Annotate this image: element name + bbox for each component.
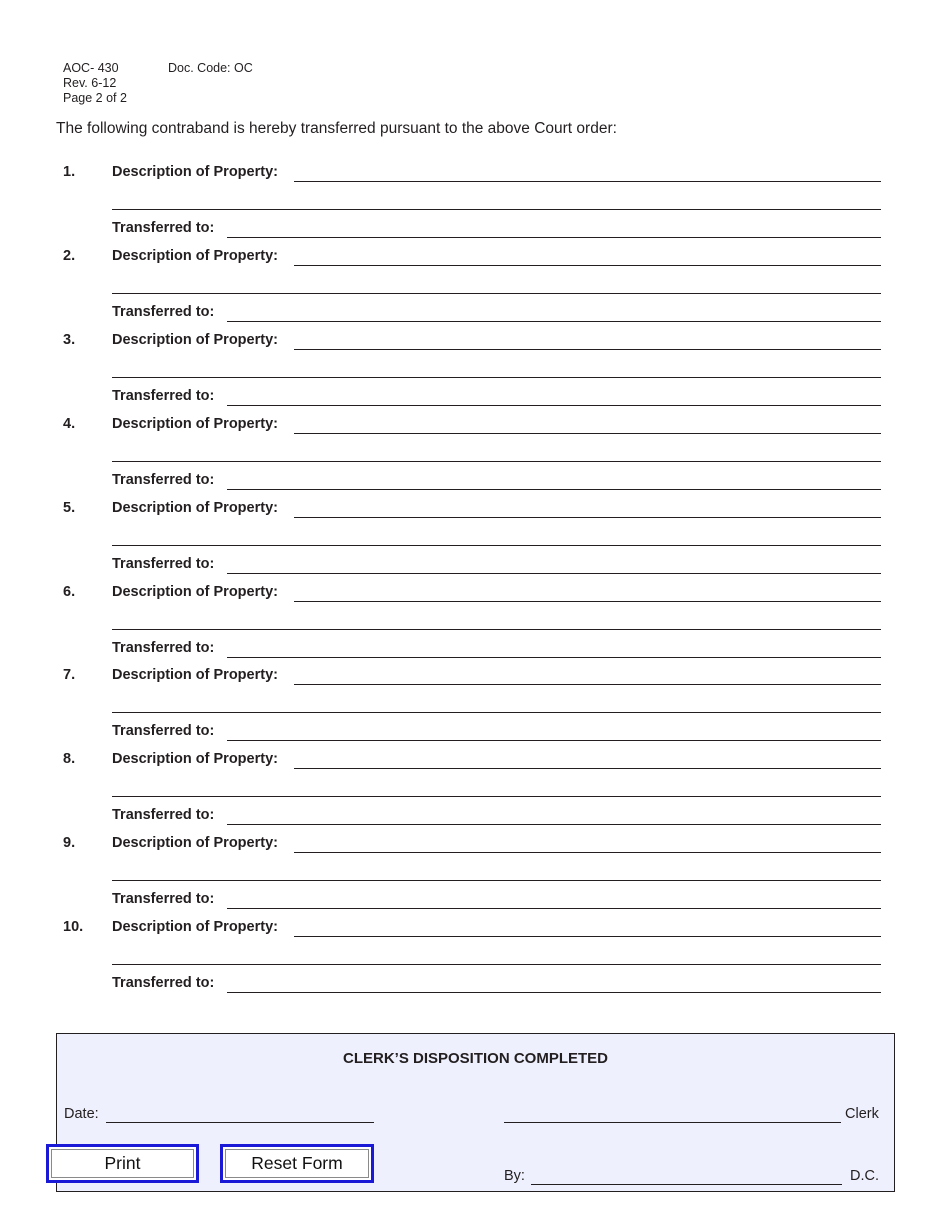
transferred-to-field[interactable] bbox=[227, 573, 881, 574]
transferred-to-label: Transferred to: bbox=[112, 975, 215, 992]
description-label: Description of Property: bbox=[112, 499, 278, 516]
entry-number: 6. bbox=[63, 583, 76, 600]
entry-number: 5. bbox=[63, 499, 76, 516]
transferred-to-field[interactable] bbox=[227, 740, 881, 741]
description-label: Description of Property: bbox=[112, 751, 278, 768]
description-field[interactable] bbox=[294, 181, 881, 182]
date-field[interactable] bbox=[106, 1122, 374, 1123]
description-label: Description of Property: bbox=[112, 415, 278, 432]
entry-number: 9. bbox=[63, 835, 76, 852]
description-field-continued[interactable] bbox=[112, 461, 881, 462]
transferred-to-field[interactable] bbox=[227, 992, 881, 993]
transferred-to-label: Transferred to: bbox=[112, 387, 215, 404]
description-field[interactable] bbox=[294, 768, 881, 769]
entry-number: 4. bbox=[63, 415, 76, 432]
transferred-to-field[interactable] bbox=[227, 237, 881, 238]
description-field-continued[interactable] bbox=[112, 545, 881, 546]
transferred-to-label: Transferred to: bbox=[112, 639, 215, 656]
transferred-to-label: Transferred to: bbox=[112, 303, 215, 320]
description-field-continued[interactable] bbox=[112, 712, 881, 713]
reset-form-button[interactable]: Reset Form bbox=[220, 1144, 374, 1183]
transferred-to-label: Transferred to: bbox=[112, 807, 215, 824]
transferred-to-field[interactable] bbox=[227, 824, 881, 825]
description-field[interactable] bbox=[294, 936, 881, 937]
intro-text: The following contraband is hereby transferred pursuant to the above Court order: bbox=[56, 120, 617, 137]
description-field-continued[interactable] bbox=[112, 629, 881, 630]
transferred-to-label: Transferred to: bbox=[112, 220, 215, 236]
transferred-to-field[interactable] bbox=[227, 321, 881, 322]
by-signature-field[interactable] bbox=[531, 1184, 842, 1185]
description-label: Description of Property: bbox=[112, 835, 278, 852]
print-button[interactable]: Print bbox=[46, 1144, 199, 1183]
transferred-to-field[interactable] bbox=[227, 489, 881, 490]
revision: Rev. 6-12 bbox=[63, 76, 117, 90]
description-field-continued[interactable] bbox=[112, 796, 881, 797]
description-field[interactable] bbox=[294, 265, 881, 266]
transferred-to-field[interactable] bbox=[227, 908, 881, 909]
description-field[interactable] bbox=[294, 684, 881, 685]
description-label: Description of Property: bbox=[112, 583, 278, 600]
by-label: By: bbox=[504, 1168, 525, 1184]
transferred-to-field[interactable] bbox=[227, 657, 881, 658]
description-field[interactable] bbox=[294, 349, 881, 350]
clerk-signature-field[interactable] bbox=[504, 1122, 841, 1123]
transferred-to-label: Transferred to: bbox=[112, 723, 215, 740]
description-field-continued[interactable] bbox=[112, 964, 881, 965]
description-label: Description of Property: bbox=[112, 919, 278, 936]
description-label: Description of Property: bbox=[112, 667, 278, 684]
description-field-continued[interactable] bbox=[112, 209, 881, 210]
description-label: Description of Property: bbox=[112, 164, 278, 180]
description-label: Description of Property: bbox=[112, 247, 278, 264]
transferred-to-field[interactable] bbox=[227, 405, 881, 406]
description-field-continued[interactable] bbox=[112, 293, 881, 294]
entry-number: 8. bbox=[63, 751, 76, 768]
transferred-to-label: Transferred to: bbox=[112, 471, 215, 488]
page-number: Page 2 of 2 bbox=[63, 91, 127, 105]
disposition-title: CLERK’S DISPOSITION COMPLETED bbox=[342, 1050, 609, 1067]
description-field[interactable] bbox=[294, 601, 881, 602]
date-label: Date: bbox=[64, 1106, 99, 1122]
entry-number: 10. bbox=[63, 919, 84, 936]
dc-label: D.C. bbox=[850, 1168, 879, 1184]
doc-code: Doc. Code: OC bbox=[168, 61, 253, 75]
transferred-to-label: Transferred to: bbox=[112, 555, 215, 572]
description-field[interactable] bbox=[294, 517, 881, 518]
description-field-continued[interactable] bbox=[112, 880, 881, 881]
entry-number: 3. bbox=[63, 331, 76, 348]
description-label: Description of Property: bbox=[112, 331, 278, 348]
entry-number: 1. bbox=[63, 164, 76, 180]
entry-number: 2. bbox=[63, 247, 76, 264]
description-field[interactable] bbox=[294, 433, 881, 434]
description-field-continued[interactable] bbox=[112, 377, 881, 378]
clerk-label: Clerk bbox=[845, 1106, 879, 1122]
description-field[interactable] bbox=[294, 852, 881, 853]
entry-number: 7. bbox=[63, 667, 76, 684]
form-number: AOC- 430 bbox=[63, 61, 119, 75]
transferred-to-label: Transferred to: bbox=[112, 891, 215, 908]
